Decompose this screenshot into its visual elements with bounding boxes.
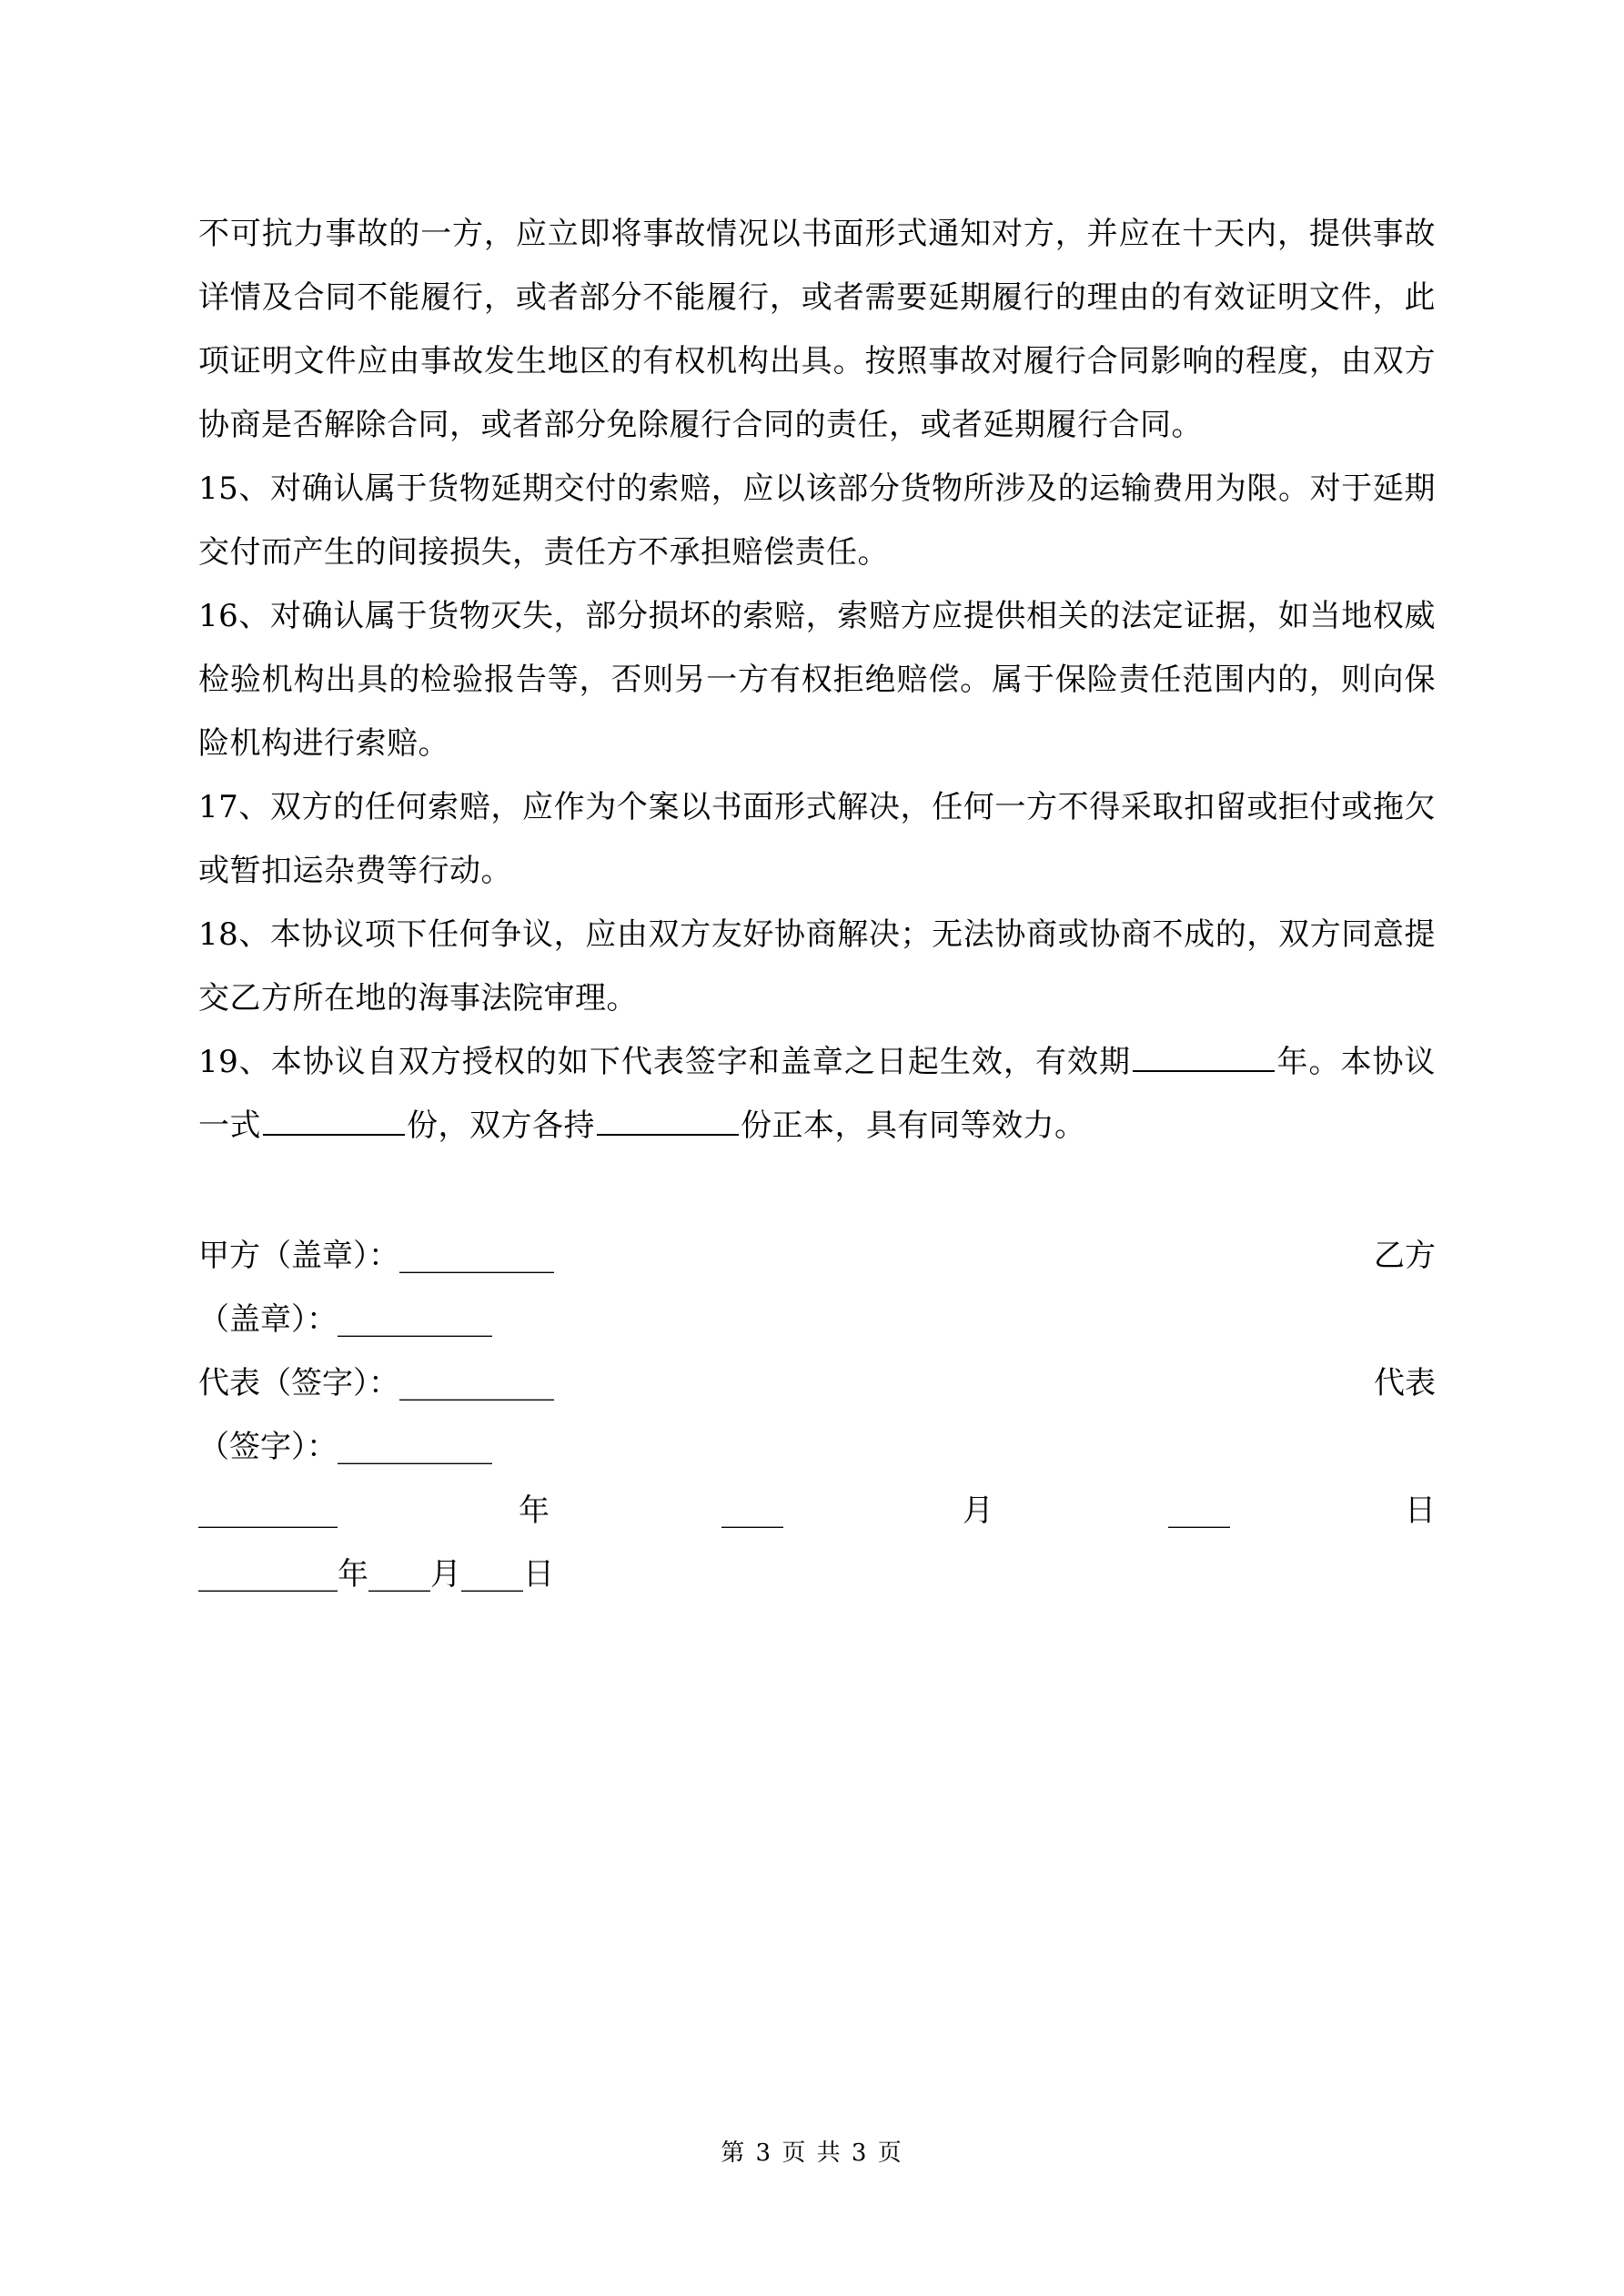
seal-line-2 — [198, 1288, 1436, 1351]
party-b-rep-field[interactable]: （签字）：__________ — [198, 1429, 492, 1465]
clause-19-part4: 份正本，具有同等效力。 — [741, 1108, 1086, 1144]
rep-line-2 — [198, 1415, 1436, 1479]
clause-18: 18、本协议项下任何争议，应由双方友好协商解决；无法协商或协商不成的，双方同意提交乙方所在地的海事法院审理。 — [198, 916, 1436, 1017]
clause-14-continued: 不可抗力事故的一方，应立即将事故情况以书面形式通知对方，并应在十天内，提供事故详情及合同不能履行，或者部分不能履行，或者需要延期履行的理由的有效证明文件，此项证明文件应由事故发生地区的有权机构出具。按照事故对履行合同影响的程度，由双方协商是否解除合同，或者部分免除履行合同的责任，或者延期履行合同。 — [198, 216, 1436, 443]
clause-19-part3: 份，双方各持 — [407, 1108, 595, 1144]
clause-16: 16、对确认属于货物灭失，部分损坏的索赔，索赔方应提供相关的法定证据，如当地权威检验机构出具的检验报告等，否则另一方有权拒绝赔偿。属于保险责任范围内的，则向保险机构进行索赔。 — [198, 598, 1436, 762]
party-b-label: 乙方 — [1374, 1238, 1436, 1274]
seal-line-1 — [198, 1224, 1436, 1288]
party-b-rep-label: 代表 — [1374, 1365, 1436, 1401]
party-a-seal-field[interactable]: 甲方（盖章）：__________ — [198, 1238, 554, 1274]
validity-years-blank[interactable] — [1133, 1043, 1275, 1072]
clause-19-part2: 年。本协议一式 — [198, 1044, 1437, 1144]
rep-line-1 — [198, 1351, 1436, 1415]
date-line-1 — [198, 1479, 1436, 1542]
clause-15: 15、对确认属于货物延期交付的索赔，应以该部分货物所涉及的运输费用为限。对于延期交付而产生的间接损失，责任方不承担赔偿责任。 — [198, 470, 1436, 571]
signature-block — [198, 1224, 1436, 1606]
date-2-field[interactable]: _________年____月____日 — [198, 1556, 554, 1593]
contract-body — [198, 202, 1436, 1158]
clause-17: 17、双方的任何索赔，应作为个案以书面形式解决，任何一方不得采取扣留或拒付或拖欠或暂扣运杂费等行动。 — [198, 789, 1436, 889]
page-footer: 第 3 页 共 3 页 — [721, 2139, 903, 2167]
date-1-day-label: 日 — [1405, 1492, 1436, 1529]
clause-19 — [198, 1030, 1436, 1158]
copies-each-blank[interactable] — [597, 1107, 739, 1136]
party-a-rep-field[interactable]: 代表（签字）：__________ — [198, 1365, 554, 1401]
date-1-month-label: 月 — [963, 1492, 994, 1529]
clause-19-part1: 19、本协议自双方授权的如下代表签字和盖章之日起生效，有效期 — [198, 1044, 1131, 1080]
date-1-month-blank[interactable]: ____ — [721, 1492, 783, 1529]
date-1-year-blank[interactable]: _________ — [198, 1492, 338, 1529]
date-1-year-label: 年 — [519, 1492, 550, 1529]
copies-total-blank[interactable] — [263, 1107, 405, 1136]
date-1-day-blank[interactable]: ____ — [1168, 1492, 1230, 1529]
party-b-seal-field[interactable]: （盖章）：__________ — [198, 1301, 492, 1338]
date-line-2 — [198, 1542, 1436, 1606]
